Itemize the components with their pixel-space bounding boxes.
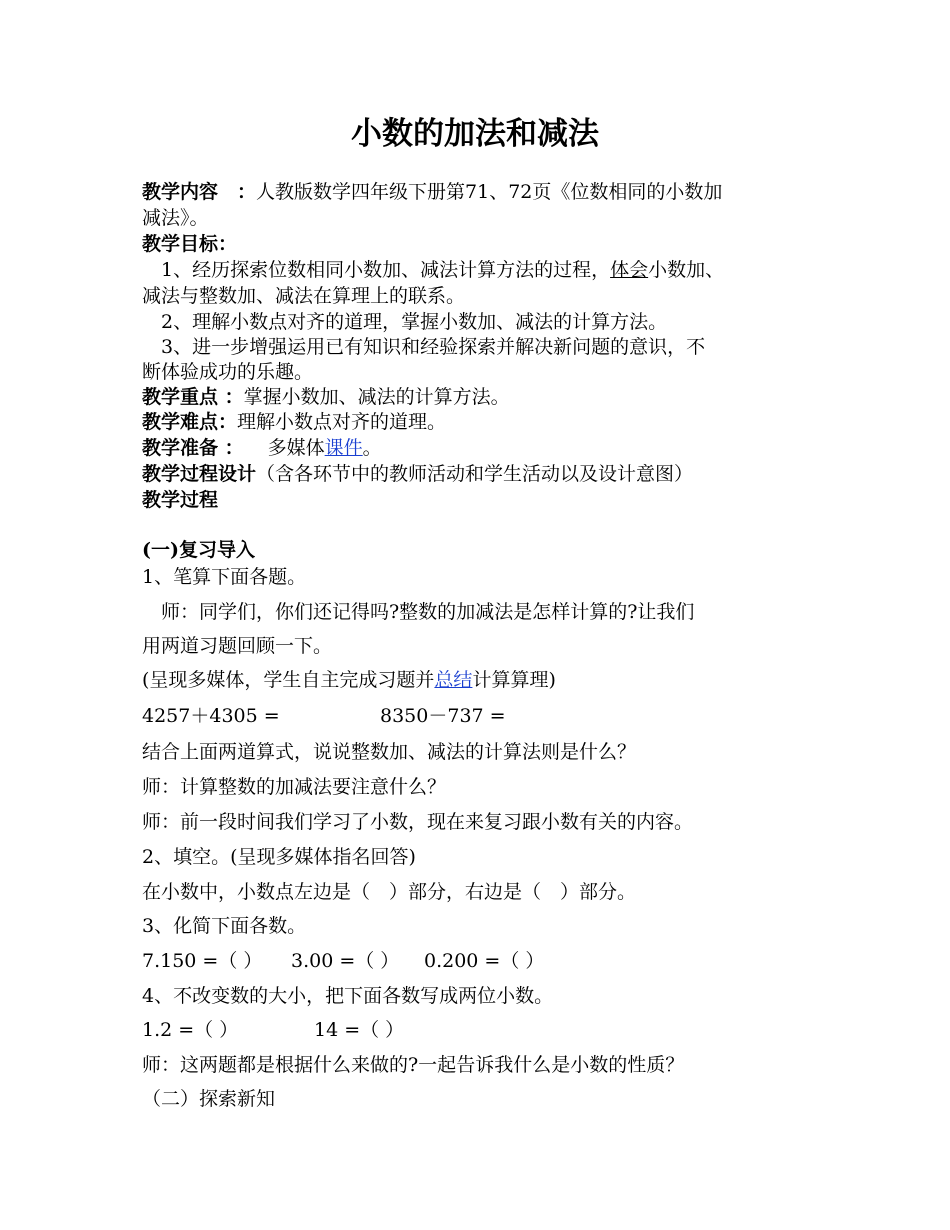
goal-1-text-b: 小数加、 <box>648 259 725 281</box>
equation-2: 8350－737 = <box>380 705 506 727</box>
question-4: 4、不改变数的大小，把下面各数写成两位小数。 <box>142 985 554 1007</box>
difficulty-label: 教学难点： <box>142 411 238 433</box>
question-3-item-c: 0.200 =（ ） <box>424 950 545 972</box>
design-label: 教学过程设计 <box>142 463 257 485</box>
question-4-item-a: 1.2 =（ ） <box>142 1019 239 1041</box>
goal-1-line-1 <box>142 258 724 282</box>
content-text-2: 减法》。 <box>142 207 209 229</box>
process-label: 教学过程 <box>142 489 219 511</box>
section-2-heading: （二）探索新知 <box>142 1088 276 1110</box>
section-1-heading: (一)复习导入 <box>142 539 255 561</box>
design-text: （含各环节中的教师活动和学生活动以及设计意图） <box>256 463 694 485</box>
goal-1-text-a: 1、经历探索位数相同小数加、减法计算方法的过程， <box>142 259 611 281</box>
question-3-item-a: 7.150 =（ ） <box>142 950 263 972</box>
design <box>142 462 693 486</box>
teacher-line-2: 用两道习题回顾一下。 <box>142 635 333 657</box>
question-1: 1、笔算下面各题。 <box>142 566 307 588</box>
content-label: 教学内容 ： <box>142 181 257 203</box>
goal-3-line-1: 3、进一步增强运用已有知识和经验探索并解决新问题的意识，不 <box>142 336 706 358</box>
summary-link[interactable]: 总结 <box>434 669 473 691</box>
note-text-a: (呈现多媒体，学生自主完成习题并 <box>142 669 435 691</box>
ask-1: 结合上面两道算式，说说整数加、减法的计算法则是什么？ <box>142 741 637 763</box>
question-4-item-b: 14 =（ ） <box>314 1019 405 1041</box>
note-line <box>142 668 556 692</box>
content-line-1 <box>142 180 722 204</box>
key-point <box>142 385 510 409</box>
prep-label: 教学准备 ： <box>142 437 244 459</box>
preparation <box>142 436 382 460</box>
page-title: 小数的加法和减法 <box>351 116 599 152</box>
difficulty-text: 理解小数点对齐的道理。 <box>237 411 447 433</box>
equation-1: 4257＋4305 = <box>142 705 280 727</box>
ask-4: 师：这两题都是根据什么来做的?一起告诉我什么是小数的性质？ <box>142 1054 685 1076</box>
ask-3: 师：前一段时间我们学习了小数，现在来复习跟小数有关的内容。 <box>142 811 694 833</box>
difficulty <box>142 410 446 434</box>
goals-label: 教学目标： <box>142 233 238 255</box>
goal-3-line-2: 断体验成功的乐趣。 <box>142 361 314 383</box>
key-text: 掌握小数加、减法的计算方法。 <box>243 386 510 408</box>
question-3: 3、化简下面各数。 <box>142 915 307 937</box>
content-text-1: 人教版数学四年级下册第71、72页《位数相同的小数加 <box>256 181 723 203</box>
question-2-text: 在小数中，小数点左边是（ ）部分，右边是（ ）部分。 <box>142 881 637 903</box>
courseware-link[interactable]: 课件 <box>324 437 363 459</box>
note-text-b: 计算算理) <box>472 669 556 691</box>
goal-1-link[interactable]: 体会 <box>610 259 649 281</box>
goal-1-line-2: 减法与整数加、减法在算理上的联系。 <box>142 285 466 307</box>
prep-text-a: 多媒体 <box>267 437 325 459</box>
ask-2: 师：计算整数的加减法要注意什么？ <box>142 776 447 798</box>
question-2: 2、填空。(呈现多媒体指名回答) <box>142 846 416 868</box>
goal-2: 2、理解小数点对齐的道理，掌握小数加、减法的计算方法。 <box>142 311 668 333</box>
teacher-line-1: 师：同学们，你们还记得吗?整数的加减法是怎样计算的?让我们 <box>142 601 695 623</box>
key-label: 教学重点 ： <box>142 386 244 408</box>
prep-text-b: 。 <box>362 437 382 459</box>
question-3-item-b: 3.00 =（ ） <box>291 950 400 972</box>
